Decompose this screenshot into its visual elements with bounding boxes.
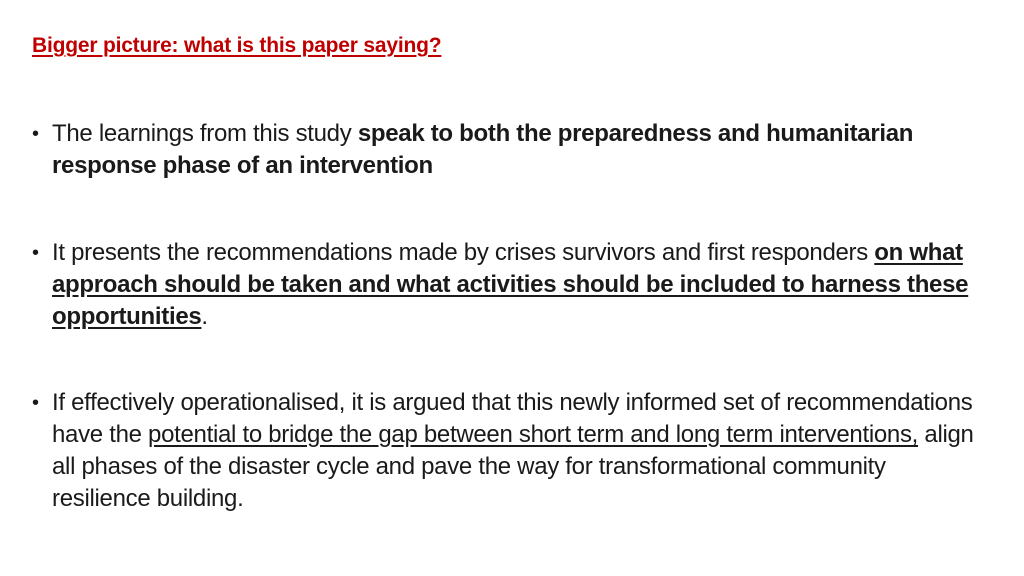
bullet-text (52, 118, 982, 182)
bullet-dot-icon: • (32, 242, 39, 264)
bullet-text-bold-underlined: on what approach should be taken and what activities should be included to harness these opportunities (52, 239, 969, 330)
slide-title: Bigger picture: what is this paper saying? (32, 34, 442, 57)
bullet-item-1 (32, 118, 982, 182)
bullet-text-trailing: align all phases of the disaster cycle and pave the way for transformational community resilience building. (52, 421, 974, 512)
bullet-text-underlined: potential to bridge the gap between short term and long term interventions, (148, 421, 919, 448)
bullet-dot-icon: • (32, 123, 39, 145)
bullet-text (52, 237, 982, 333)
bullet-item-3 (32, 387, 982, 515)
bullet-dot-icon: • (32, 392, 39, 414)
bullet-text (52, 387, 982, 515)
bullet-text-period: . (201, 303, 208, 330)
bullet-text-plain: If effectively operationalised, it is argued that this newly informed set of recommendations have the (52, 389, 973, 448)
bullet-text-bold: speak to both the preparedness and humanitarian response phase of an intervention (52, 120, 914, 179)
bullet-text-plain: It presents the recommendations made by crises survivors and first responders (52, 239, 875, 266)
bullet-item-2 (32, 237, 982, 333)
bullet-text-plain: The learnings from this study (52, 120, 358, 147)
